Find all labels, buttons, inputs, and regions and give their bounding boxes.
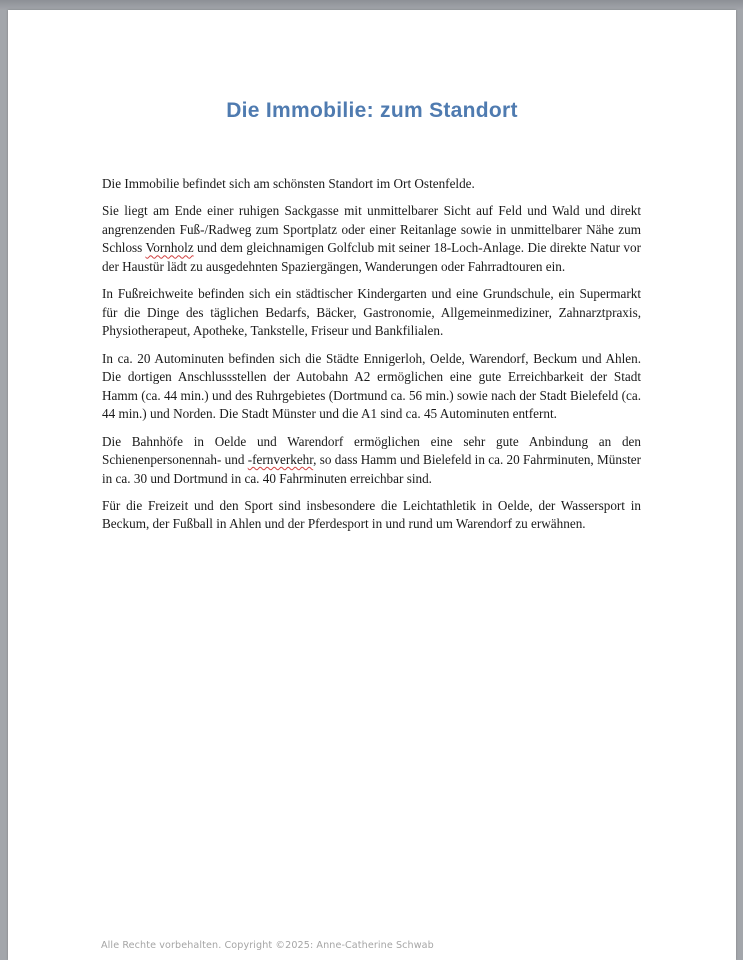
paragraph-car-connections: In ca. 20 Autominuten befinden sich die Städte Ennigerloh, Oelde, Warendorf, Beckum und Ahlen. Die dortigen Anschlussstellen der Autobahn A2 ermöglichen eine gute Erreichbarkeit der Stadt Hamm (ca. 44 min.) und des Ruhrgebietes (Dortmund ca. 56 min.) sowie nach der Stadt Bielefeld (ca. 44 min.) und Norden. Die Stadt Münster und die A1 sind ca. 45 Autominuten entfernt. [102,350,641,422]
page-title: Die Immobilie: zum Standort [226,99,518,122]
paragraph-location-intro: Die Immobilie befindet sich am schönsten Standort im Ort Ostenfelde. [102,176,475,191]
paragraph-text: Sie liegt am Ende einer ruhigen Sackgasse mit unmittelbarer Sicht auf Feld und Wald und direkt angrenzenden Fuß-/Radweg zum Sportplatz oder einer Reitanlage sowie in unmittelbarer Nähe zum Schloss [102,203,641,256]
paragraph-surroundings [102,202,641,276]
document-body [102,175,641,543]
paragraph-walking-distance: In Fußreichweite befinden sich ein städtischer Kindergarten und eine Grundschule, ein Supermarkt für die Dinge des täglichen Bedarfs, Bäcker, Gastronomie, Allgemeinmediziner, Zahnarztpraxis, Physiotherapeut, Apotheke, Tankstelle, Friseur und Bankfilialen. [102,286,641,339]
paragraph-text: , so dass Hamm und Bielefeld in ca. 20 Fahrminuten, Münster in ca. 30 und Dortmund in ca. 40 Fahrminuten erreichbar sind. [102,452,641,486]
paragraph-text: Die Bahnhöfe in Oelde und Warendorf ermöglichen eine sehr gute Anbindung an den Schienenpersonennah- und [102,433,641,468]
paragraph-leisure-sports: Für die Freizeit und den Sport sind insbesondere die Leichtathletik in Oelde, der Wassersport in Beckum, der Fußball in Ahlen und der Pferdesport in und rund um Warendorf zu erwähnen. [102,497,641,532]
paragraph-rail-connections [102,433,641,489]
document-page [8,10,736,960]
paragraph-text: und dem gleichnamigen Golfclub mit seiner 18-Loch-Anlage. Die direkte Natur vor der Haustür lädt zu ausgedehnten Spaziergängen, Wanderungen oder Fahrradtouren ein. [102,240,641,274]
spellcheck-flagged-word: -fernverkehr [247,452,314,468]
page-footer-copyright: Alle Rechte vorbehalten. Copyright ©2025: Anne-Catherine Schwab [101,940,434,951]
spellcheck-flagged-word: Vornholz [145,240,194,256]
